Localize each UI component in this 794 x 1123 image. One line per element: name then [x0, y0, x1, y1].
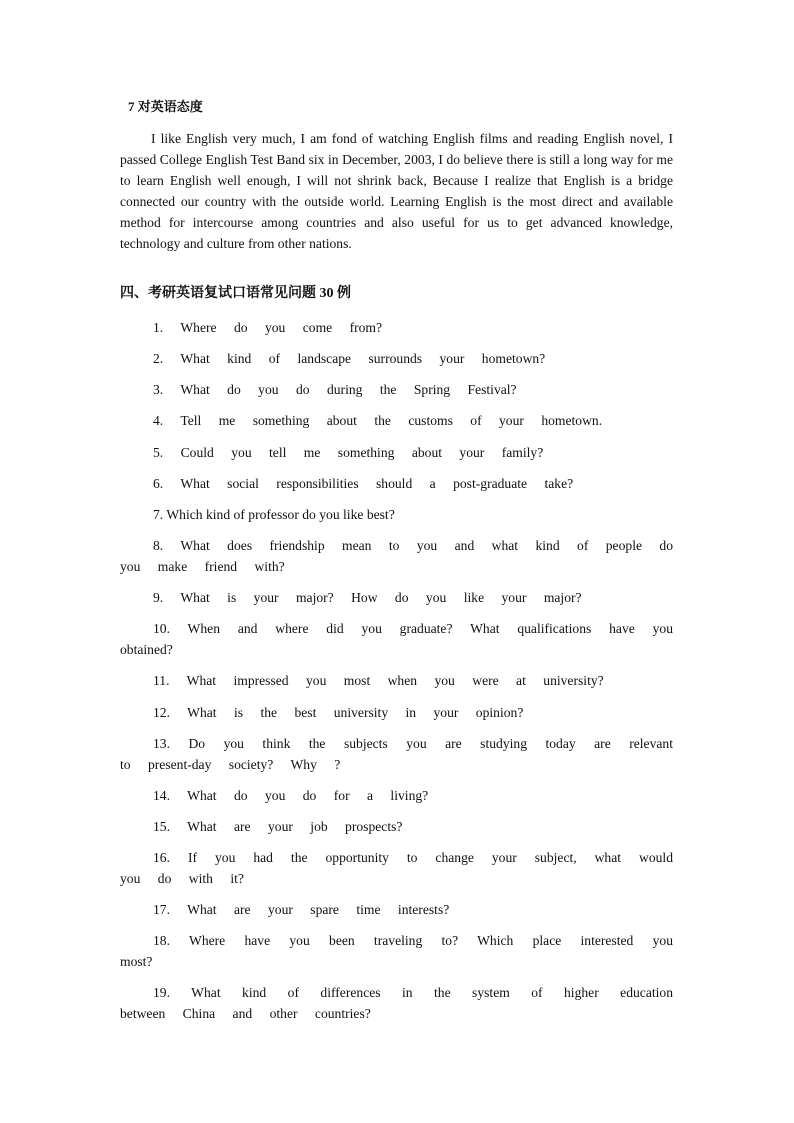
question-item: 1. Where do you come from? — [153, 320, 383, 335]
question-item: 14. What do you do for a living? — [153, 788, 429, 803]
question-item: 13. Do you think the subjects you are studying today are relevant to present-day society? Why ? — [120, 736, 673, 772]
question-item: 16. If you had the opportunity to change your subject, what would you do with it? — [120, 850, 673, 886]
question-item: 7. Which kind of professor do you like best? — [153, 507, 395, 522]
question-item: 10. When and where did you graduate? What qualifications have you obtained? — [120, 621, 673, 657]
question-item: 17. What are your spare time interests? — [153, 902, 450, 917]
question-item: 9. What is your major? How do you like your major? — [153, 590, 582, 605]
question-item: 2. What kind of landscape surrounds your hometown? — [153, 351, 546, 366]
question-item: 8. What does friendship mean to you and what kind of people do you make friend with? — [120, 538, 673, 574]
question-item: 6. What social responsibilities should a post-graduate take? — [153, 476, 574, 491]
english-attitude-paragraph: I like English very much, I am fond of watching English films and reading English novel, I passed College English Test Band six in December, 2003, I do believe there is still a long way for me to learn English well enough, I will not shrink back, Because I realize that English is a bridge connected our country with the outside world. Learning English is the most direct and available method for intercourse among countries and also useful for us to get advanced knowledge, technology and culture from other nations. — [120, 131, 673, 251]
question-item: 4. Tell me something about the customs of your hometown. — [153, 413, 603, 428]
question-item: 12. What is the best university in your opinion? — [153, 705, 524, 720]
question-item: 18. Where have you been traveling to? Which place interested you most? — [120, 933, 673, 969]
question-item: 15. What are your job prospects? — [153, 819, 403, 834]
question-item: 11. What impressed you most when you were at university? — [153, 673, 604, 688]
question-item: 19. What kind of differences in the system of higher education between China and other countries? — [120, 985, 673, 1021]
section-7-heading: 7 对英语态度 — [128, 99, 203, 114]
question-item: 3. What do you do during the Spring Festival? — [153, 382, 517, 397]
section-4-heading: 四、考研英语复试口语常见问题 30 例 — [120, 286, 351, 301]
question-item: 5. Could you tell me something about your family? — [153, 445, 544, 460]
